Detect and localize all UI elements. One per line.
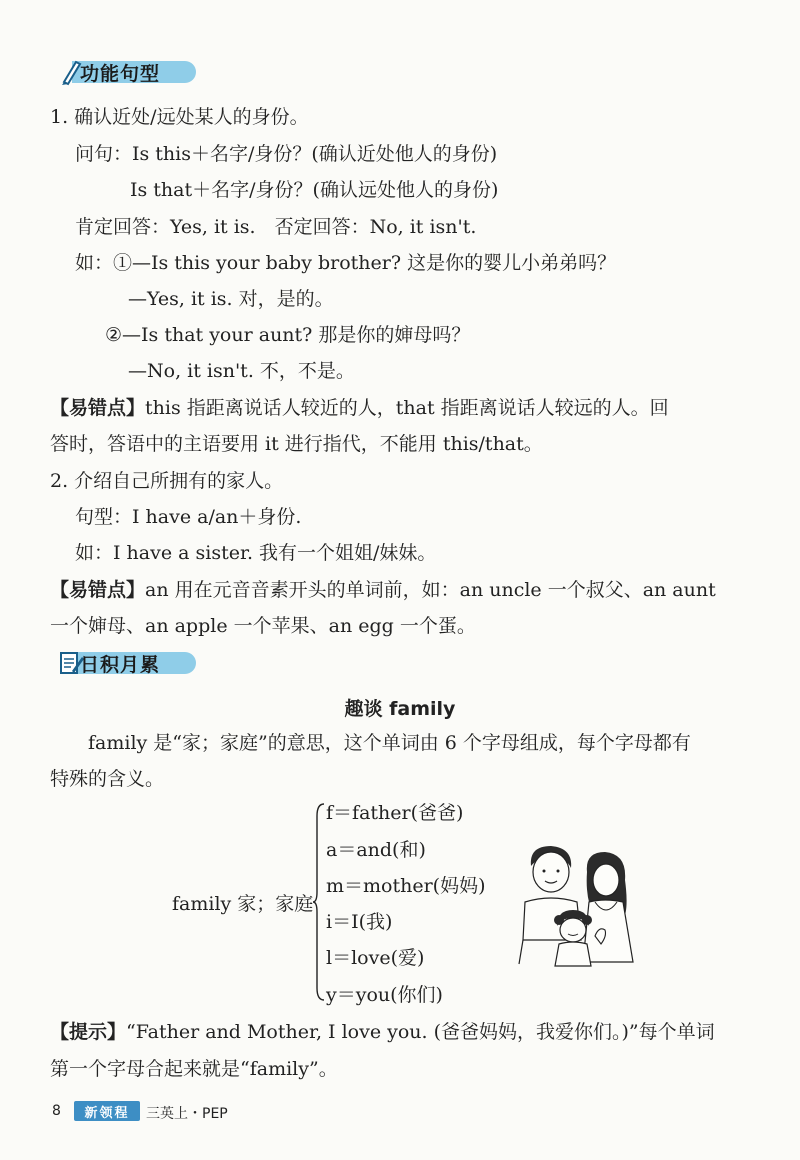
page-number: 8 — [52, 1103, 61, 1119]
hint-line1 — [50, 1020, 715, 1044]
example1-answer: —Yes, it is. 对，是的。 — [128, 288, 334, 310]
item2-title: 2. 介绍自己所拥有的家人。 — [50, 470, 284, 492]
question-pattern-this: 问句：Is this＋名字/身份？(确认近处他人的身份) — [75, 143, 498, 165]
section-heading-daily-accumulation — [58, 649, 198, 677]
tip2-line2: 一个婶母、an apple 一个苹果、an egg 一个蛋。 — [50, 615, 476, 637]
item1-title: 1. 确认近处/远处某人的身份。 — [50, 106, 309, 128]
section-title: 日积月累 — [80, 653, 161, 676]
section-title: 功能句型 — [80, 62, 161, 85]
letter-y: y＝you(你们) — [326, 984, 443, 1006]
letter-a: a＝and(和) — [326, 839, 426, 861]
hint-line2: 第一个字母合起来就是“family”。 — [50, 1058, 338, 1080]
example2-answer: —No, it isn't. 不，不是。 — [128, 360, 355, 382]
book-label: 三英上・PEP — [146, 1106, 228, 1122]
example1-question: 如：①—Is this your baby brother? 这是你的婴儿小弟弟吗？ — [75, 252, 617, 274]
answer-patterns: 肯定回答：Yes, it is. 否定回答：No, it isn't. — [75, 216, 477, 238]
tip1-label: 【易错点】 — [50, 397, 146, 419]
girl-body — [555, 942, 591, 966]
question-pattern-that: Is that＋名字/身份？(确认远处他人的身份) — [130, 179, 499, 201]
example2-question: ②—Is that your aunt? 那是你的婶母吗？ — [105, 324, 471, 346]
girl-face — [560, 918, 586, 942]
tip1-line1 — [50, 396, 669, 420]
mother-face — [593, 864, 619, 896]
letter-i: i＝I(我) — [326, 911, 393, 933]
tip1-text: this 指距离说话人较近的人，that 指距离说话人较远的人。回 — [145, 397, 669, 419]
father-face — [533, 852, 569, 892]
sentence-pattern: 句型：I have a/an＋身份. — [75, 506, 302, 528]
letter-l: l＝love(爱) — [326, 947, 425, 969]
letter-m: m＝mother(妈妈) — [326, 875, 486, 897]
section-heading-functional-sentences — [58, 58, 198, 86]
hint-text: “Father and Mother, I love you. (爸爸妈妈，我爱你们。)”每个单词 — [126, 1021, 715, 1043]
series-tag: 新领程 — [74, 1101, 140, 1121]
paragraph-line2: 特殊的含义。 — [50, 768, 165, 790]
tip1-line2: 答时，答语中的主语要用 it 进行指代，不能用 this/that。 — [50, 433, 543, 455]
tip2-text: an 用在元音音素开头的单词前，如：an uncle 一个叔父、an aunt — [145, 579, 716, 601]
example-sentence: 如：I have a sister. 我有一个姐姐/妹妹。 — [75, 542, 437, 564]
paragraph-line1: family 是“家；家庭”的意思，这个单词由 6 个字母组成，每个字母都有 — [88, 732, 691, 754]
tip2-line1 — [50, 578, 716, 602]
curly-brace — [312, 802, 326, 1002]
letter-f: f＝father(爸爸) — [326, 802, 464, 824]
brace-label: family 家；家庭 — [172, 893, 314, 915]
article-title: 趣谈 family — [344, 698, 456, 720]
hint-label: 【提示】 — [50, 1021, 127, 1043]
family-illustration — [515, 840, 655, 980]
tip2-label: 【易错点】 — [50, 579, 146, 601]
